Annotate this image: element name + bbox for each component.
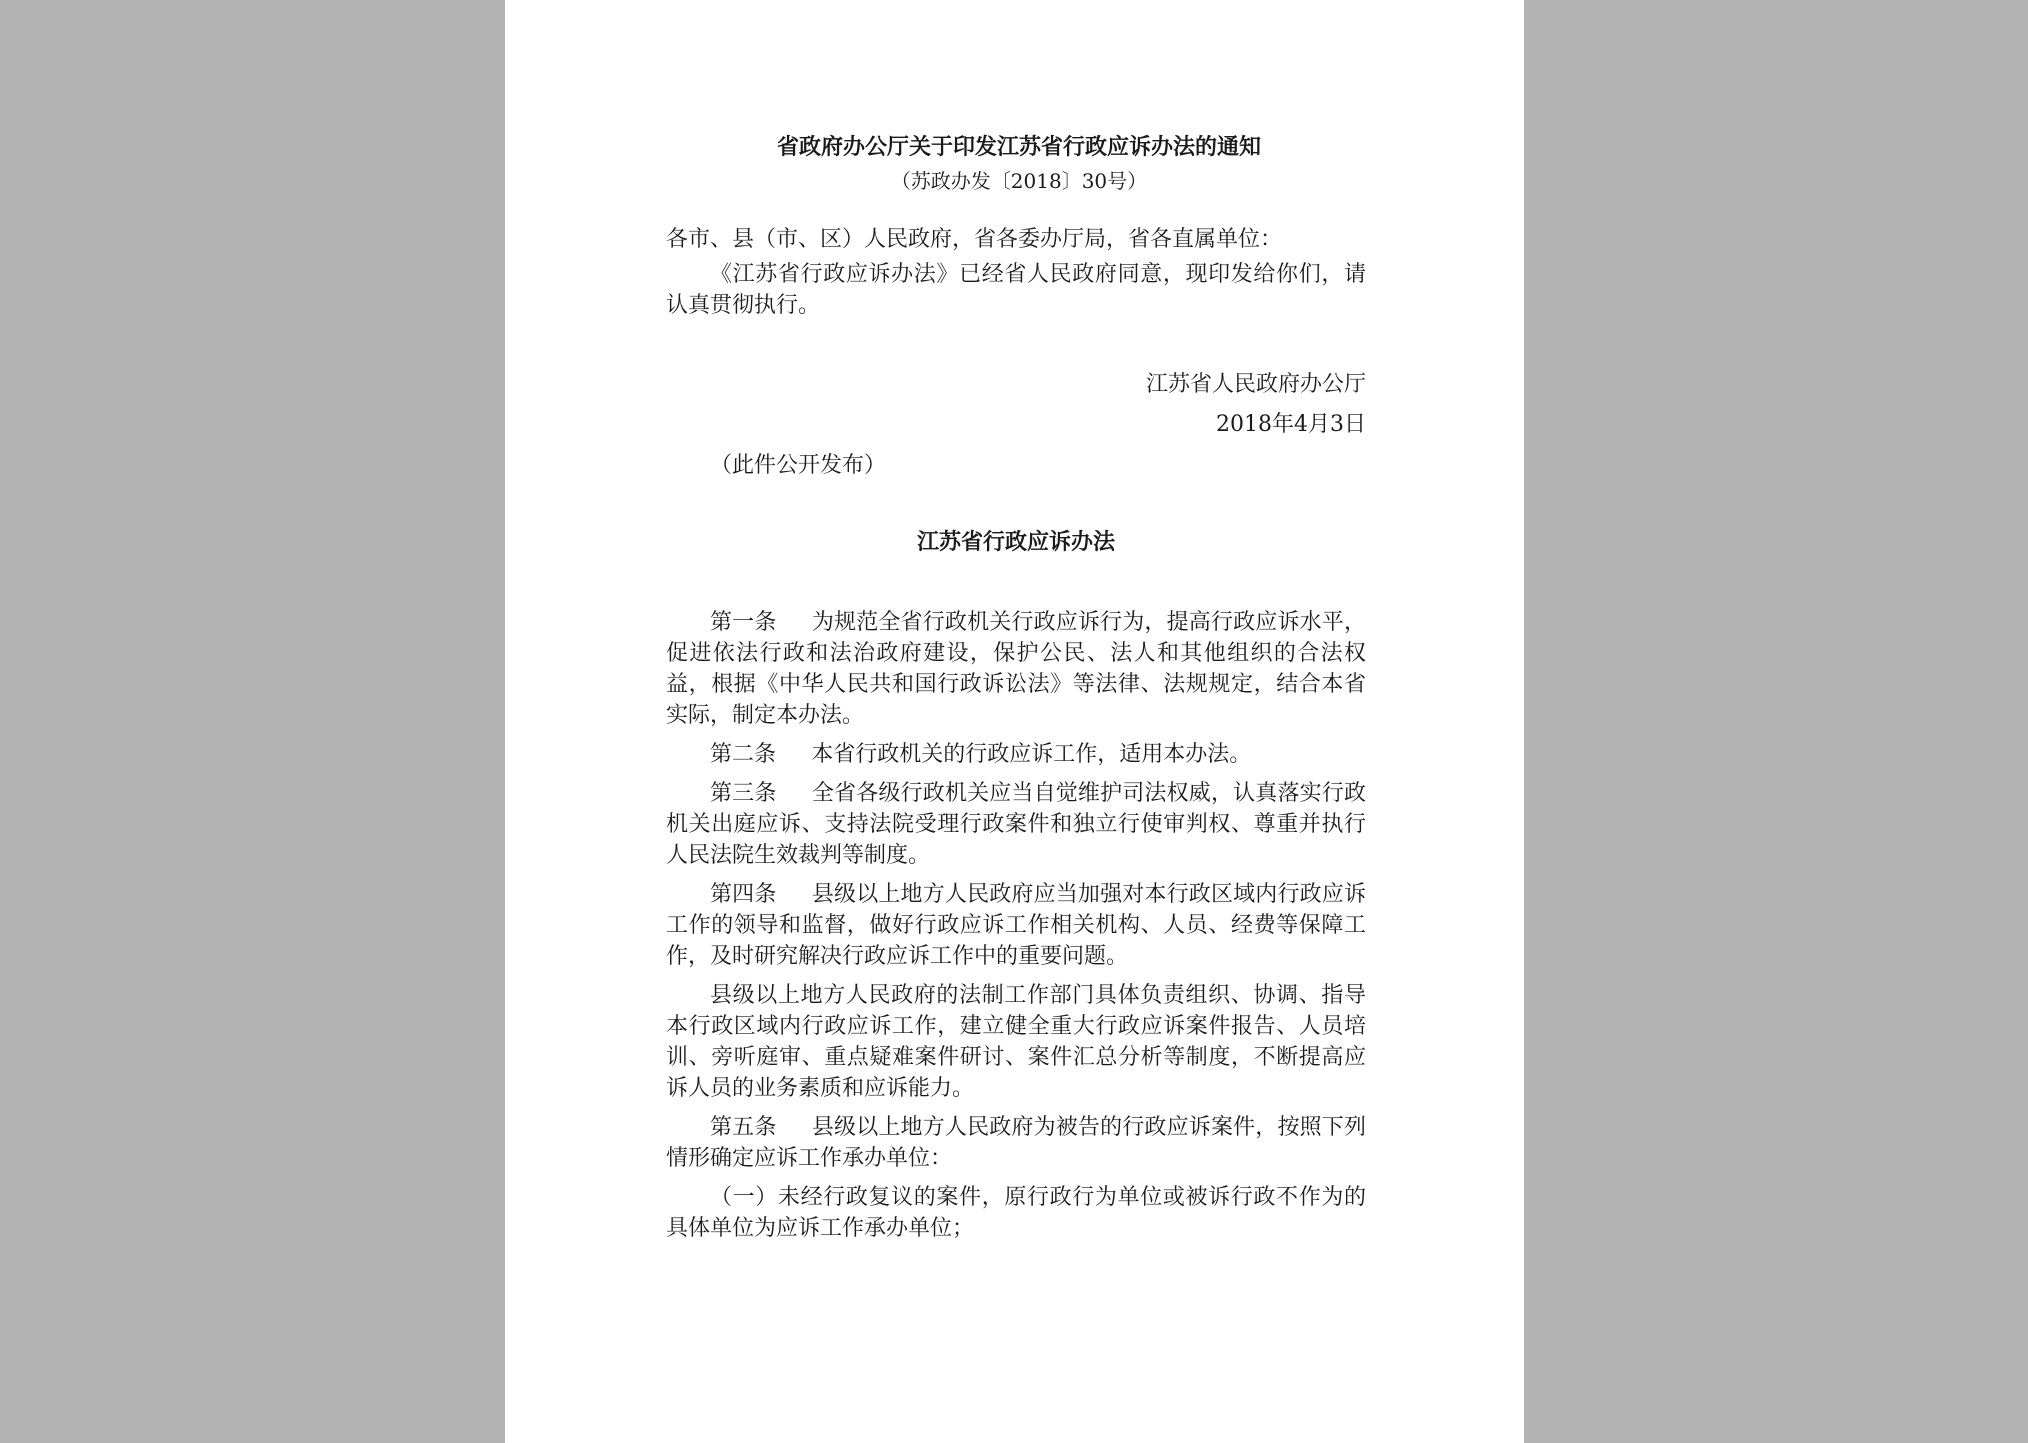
document-number: （苏政办发〔2018〕30号） bbox=[890, 169, 1148, 193]
issue-date: 2018年4月3日 bbox=[1216, 412, 1366, 437]
article-5-item-1: （一）未经行政复议的案件，原行政行为单位或被诉行政不作为的具体单位为应诉工作承办单位； bbox=[666, 1185, 1366, 1241]
law-title: 江苏省行政应诉办法 bbox=[916, 529, 1115, 555]
article-3 bbox=[666, 778, 1366, 871]
article-text: 全省各级行政机关应当自觉维护司法权威，认真落实行政机关出庭应诉、支持法院受理行政案件和独立行使审判权、尊重并执行人民法院生效裁判等制度。 bbox=[666, 781, 1366, 868]
article-2 bbox=[666, 739, 1366, 770]
article-5 bbox=[666, 1112, 1366, 1174]
page-content bbox=[666, 130, 1366, 1252]
article-text: 为规范全省行政机关行政应诉行为，提高行政应诉水平，促进依法行政和法治政府建设，保护公民、法人和其他组织的合法权益，根据《中华人民共和国行政诉讼法》等法律、法规规定，结合本省实际，制定本办法。 bbox=[666, 610, 1366, 728]
article-number: 第四条 bbox=[710, 882, 777, 907]
signatory: 江苏省人民政府办公厅 bbox=[1145, 372, 1366, 397]
article-4 bbox=[666, 879, 1366, 972]
publication-note: （此件公开发布） bbox=[710, 453, 887, 478]
addressee: 各市、县（市、区）人民政府，省各委办厅局，省各直属单位： bbox=[666, 227, 1283, 252]
article-1 bbox=[666, 607, 1366, 731]
document-page bbox=[505, 0, 1524, 1443]
article-number: 第五条 bbox=[710, 1115, 777, 1140]
article-number: 第三条 bbox=[710, 781, 777, 806]
article-number: 第二条 bbox=[710, 742, 777, 767]
article-text: 县级以上地方人民政府为被告的行政应诉案件，按照下列情形确定应诉工作承办单位： bbox=[666, 1115, 1366, 1171]
article-4-paragraph-2: 县级以上地方人民政府的法制工作部门具体负责组织、协调、指导本行政区域内行政应诉工作，建立健全重大行政应诉案件报告、人员培训、旁听庭审、重点疑难案件研讨、案件汇总分析等制度，不断提高应诉人员的业务素质和应诉能力。 bbox=[666, 983, 1366, 1101]
article-number: 第一条 bbox=[710, 610, 777, 635]
notice-title: 省政府办公厅关于印发江苏省行政应诉办法的通知 bbox=[776, 134, 1261, 160]
article-text: 本省行政机关的行政应诉工作，适用本办法。 bbox=[811, 742, 1252, 767]
notice-body: 《江苏省行政应诉办法》已经省人民政府同意，现印发给你们，请认真贯彻执行。 bbox=[666, 262, 1366, 318]
article-text: 县级以上地方人民政府应当加强对本行政区域内行政应诉工作的领导和监督，做好行政应诉工作相关机构、人员、经费等保障工作，及时研究解决行政应诉工作中的重要问题。 bbox=[666, 882, 1366, 969]
